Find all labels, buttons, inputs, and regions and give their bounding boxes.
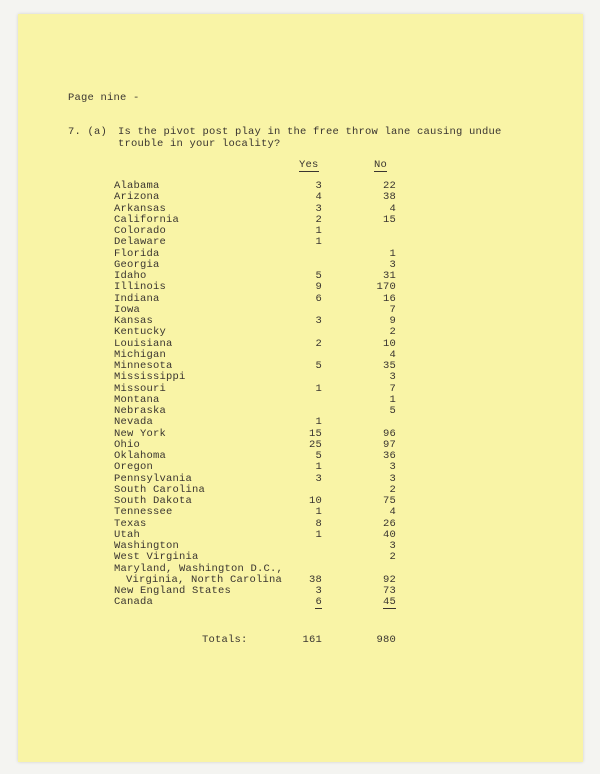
no-value: 1 xyxy=(389,393,396,406)
state-name: Pennsylvania xyxy=(114,472,193,485)
state-name: Indiana xyxy=(114,292,160,305)
table-row xyxy=(114,282,414,293)
yes-count xyxy=(292,474,322,485)
state-name: Minnesota xyxy=(114,360,173,372)
table-row xyxy=(114,406,414,417)
yes-value: 2 xyxy=(315,337,322,350)
yes-value: 1 xyxy=(315,528,322,541)
state-name: Canada xyxy=(114,596,154,609)
table-row xyxy=(114,552,414,563)
state-name: Oregon xyxy=(114,461,154,474)
yes-value: 3 xyxy=(315,472,322,485)
yes-value: 1 xyxy=(315,506,322,519)
yes-count xyxy=(292,530,322,541)
no-value: 2 xyxy=(389,551,396,564)
state-name: Texas xyxy=(114,517,147,530)
yes-value: 1 xyxy=(315,225,322,237)
state-name: Mississippi xyxy=(114,371,186,384)
state-name: Nebraska xyxy=(114,405,167,417)
yes-value: 2 xyxy=(315,213,322,226)
no-count xyxy=(356,597,396,608)
totals-label: Totals: xyxy=(202,634,248,646)
column-header-no: No xyxy=(374,159,388,171)
table-row xyxy=(114,519,414,530)
yes-value: 3 xyxy=(315,585,322,597)
state-name: New York xyxy=(114,427,167,440)
table-row xyxy=(114,417,414,428)
state-name: Iowa xyxy=(114,303,141,316)
state-name: Louisiana xyxy=(114,337,173,350)
state-name: Ohio xyxy=(114,438,141,451)
no-value: 2 xyxy=(389,483,396,496)
yes-value: 1 xyxy=(315,382,322,395)
table-row xyxy=(114,260,414,271)
no-value: 3 xyxy=(389,461,396,474)
yes-value: 1 xyxy=(315,236,322,249)
totals-no: 980 xyxy=(376,634,396,646)
state-name: Alabama xyxy=(114,180,160,192)
state-name: Idaho xyxy=(114,270,147,282)
no-count xyxy=(356,552,396,563)
yes-count xyxy=(292,294,322,305)
yes-value: 5 xyxy=(315,450,322,462)
state-name: Illinois xyxy=(114,281,167,294)
no-value: 3 xyxy=(389,371,396,384)
column-header-yes: Yes xyxy=(299,159,319,171)
state-name: New England States xyxy=(114,585,232,597)
state-name: Oklahoma xyxy=(114,450,167,462)
table-row xyxy=(114,305,414,316)
no-value: 75 xyxy=(382,495,396,507)
no-value: 31 xyxy=(382,270,396,282)
state-name: Georgia xyxy=(114,258,160,271)
no-value: 35 xyxy=(382,360,396,372)
yes-value: 3 xyxy=(315,315,322,327)
state-name: South Carolina xyxy=(114,483,206,496)
state-name: Colorado xyxy=(114,225,167,237)
yes-value: 9 xyxy=(315,281,322,294)
yes-value: 3 xyxy=(315,202,322,215)
no-value: 7 xyxy=(389,303,396,316)
yes-value: 5 xyxy=(315,360,322,372)
table-row xyxy=(114,192,414,203)
state-name: Florida xyxy=(114,247,160,260)
no-value: 9 xyxy=(389,315,396,327)
state-name: Arkansas xyxy=(114,202,167,215)
no-value: 26 xyxy=(382,517,396,530)
totals-yes: 161 xyxy=(302,634,322,646)
no-value: 92 xyxy=(382,573,396,586)
no-value: 5 xyxy=(389,405,396,417)
state-name: Kansas xyxy=(114,315,154,327)
no-value: 4 xyxy=(389,506,396,519)
state-name: West Virginia xyxy=(114,551,199,564)
state-name: Delaware xyxy=(114,236,167,249)
no-value: 97 xyxy=(382,438,396,451)
no-value: 10 xyxy=(382,337,396,350)
no-value: 4 xyxy=(389,202,396,215)
no-value: 3 xyxy=(389,258,396,271)
no-count xyxy=(356,215,396,226)
table-row xyxy=(114,451,414,462)
question-text-line-1: Is the pivot post play in the free throw lane causing undue xyxy=(118,126,502,138)
no-value: 96 xyxy=(382,427,396,440)
yes-value: 1 xyxy=(315,416,322,429)
no-value: 38 xyxy=(382,191,396,204)
no-value: 16 xyxy=(382,292,396,305)
yes-value: 6 xyxy=(315,292,322,305)
yes-value: 10 xyxy=(308,495,322,507)
document-page xyxy=(18,14,583,762)
table-row xyxy=(114,586,414,597)
no-value: 170 xyxy=(376,281,396,294)
state-name: South Dakota xyxy=(114,495,193,507)
no-value: 40 xyxy=(382,528,396,541)
response-table xyxy=(114,181,414,609)
no-value: 7 xyxy=(389,382,396,395)
yes-value: 8 xyxy=(315,517,322,530)
state-name: Tennessee xyxy=(114,506,173,519)
no-count xyxy=(356,406,396,417)
state-name: Kentucky xyxy=(114,326,167,339)
state-name: Montana xyxy=(114,393,160,406)
no-value: 2 xyxy=(389,326,396,339)
page-label: Page nine - xyxy=(68,92,140,104)
state-name: Maryland, Washington D.C., xyxy=(114,562,284,575)
no-value: 15 xyxy=(382,213,396,226)
yes-value: 38 xyxy=(308,573,322,586)
no-value: 1 xyxy=(389,247,396,260)
table-row xyxy=(114,429,414,440)
state-name: Michigan xyxy=(114,348,167,361)
yes-count xyxy=(292,339,322,350)
yes-count xyxy=(292,237,322,248)
yes-value: 15 xyxy=(308,427,322,440)
yes-value: 25 xyxy=(308,438,322,451)
no-value: 45 xyxy=(382,596,396,609)
state-name: Missouri xyxy=(114,382,167,395)
table-row xyxy=(114,507,414,518)
yes-count xyxy=(292,361,322,372)
no-value: 22 xyxy=(382,180,396,192)
yes-value: 1 xyxy=(315,461,322,474)
state-name: California xyxy=(114,213,180,226)
question-number: 7. (a) xyxy=(68,126,108,138)
table-row xyxy=(114,372,414,383)
no-value: 4 xyxy=(389,348,396,361)
state-name: Virginia, North Carolina xyxy=(126,573,283,586)
yes-value: 5 xyxy=(315,270,322,282)
state-name: Washington xyxy=(114,540,180,552)
state-name: Utah xyxy=(114,528,141,541)
totals-row xyxy=(114,634,414,646)
table-row xyxy=(114,237,414,248)
no-value: 73 xyxy=(382,585,396,597)
yes-count xyxy=(292,597,322,608)
table-row xyxy=(114,462,414,473)
yes-count xyxy=(292,316,322,327)
table-row xyxy=(114,597,414,608)
yes-value: 4 xyxy=(315,191,322,204)
no-value: 36 xyxy=(382,450,396,462)
state-name: Arizona xyxy=(114,191,160,204)
question-text-line-2: trouble in your locality? xyxy=(118,138,281,150)
yes-count xyxy=(292,384,322,395)
table-row xyxy=(114,327,414,338)
yes-value: 6 xyxy=(315,596,322,609)
no-value: 3 xyxy=(389,472,396,485)
yes-value: 3 xyxy=(315,180,322,192)
no-value: 3 xyxy=(389,540,396,552)
table-row xyxy=(114,294,414,305)
state-name: Nevada xyxy=(114,416,154,429)
